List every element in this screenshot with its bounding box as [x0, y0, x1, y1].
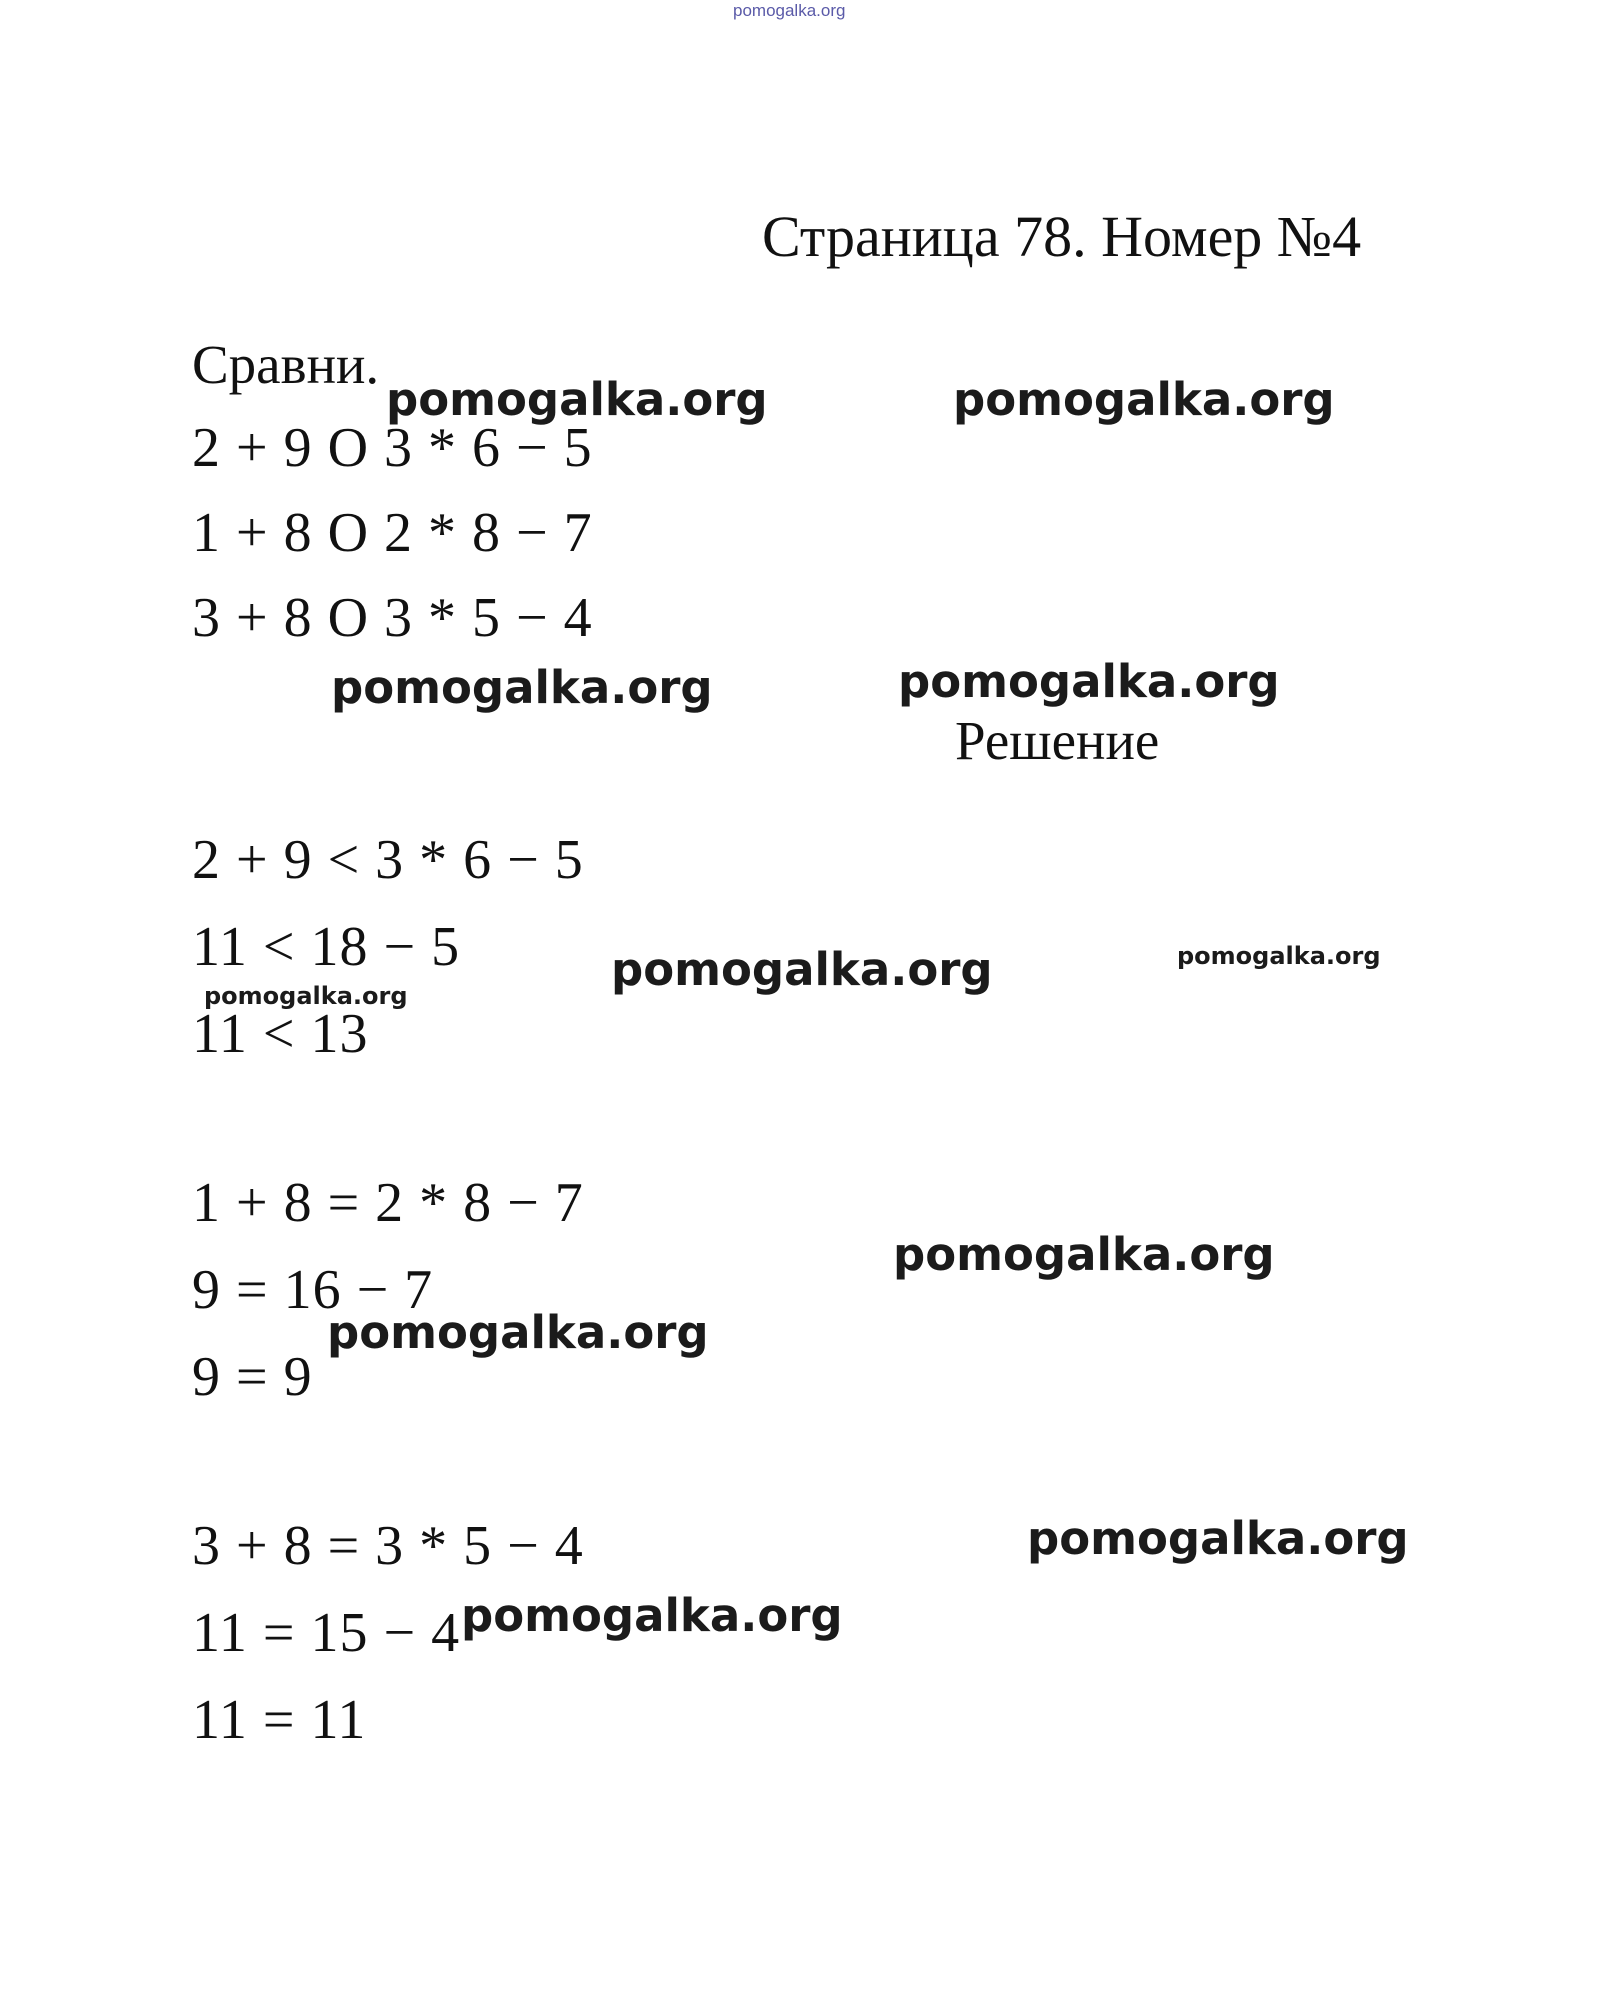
solution-heading: Решение [955, 710, 1160, 771]
watermark: pomogalka.org [331, 661, 713, 714]
watermark: pomogalka.org [1027, 1512, 1409, 1565]
watermark: pomogalka.org [461, 1589, 843, 1642]
solution-2-line-1: 1 + 8 = 2 * 8 − 7 [192, 1172, 584, 1234]
page-title: Страница 78. Номер №4 [762, 204, 1362, 269]
solution-3-line-3: 11 = 11 [192, 1689, 367, 1751]
task-line-1: 2 + 9 O 3 * 6 − 5 [192, 417, 593, 479]
solution-1-line-3: 11 < 13 [192, 1003, 369, 1065]
task-line-3: 3 + 8 O 3 * 5 − 4 [192, 587, 593, 649]
watermark: pomogalka.org [898, 655, 1280, 708]
solution-1-line-1: 2 + 9 < 3 * 6 − 5 [192, 829, 584, 891]
watermark-small: pomogalka.org [204, 982, 408, 1010]
solution-3-line-1: 3 + 8 = 3 * 5 − 4 [192, 1515, 584, 1577]
solution-2-line-2: 9 = 16 − 7 [192, 1259, 434, 1321]
task-line-2: 1 + 8 O 2 * 8 − 7 [192, 502, 593, 564]
solution-1-line-2: 11 < 18 − 5 [192, 916, 461, 978]
watermark: pomogalka.org [893, 1228, 1275, 1281]
watermark-small: pomogalka.org [1177, 942, 1381, 970]
watermark: pomogalka.org [611, 943, 993, 996]
task-instruction: Сравни. [192, 334, 380, 395]
top-watermark: pomogalka.org [733, 1, 846, 20]
watermark: pomogalka.org [953, 373, 1335, 426]
watermark: pomogalka.org [327, 1306, 709, 1359]
watermark: pomogalka.org [386, 373, 768, 426]
solution-3-line-2: 11 = 15 − 4 [192, 1602, 461, 1664]
solution-2-line-3: 9 = 9 [192, 1346, 313, 1408]
